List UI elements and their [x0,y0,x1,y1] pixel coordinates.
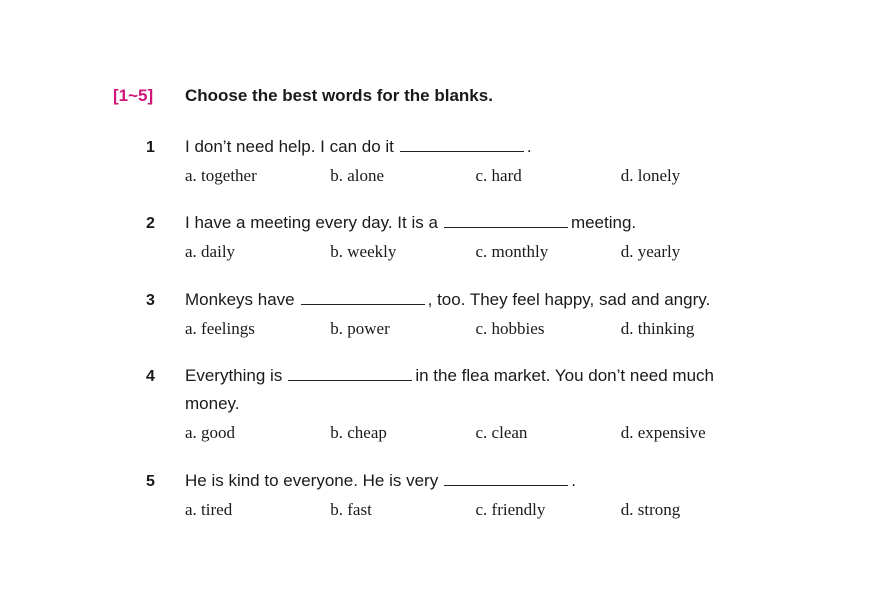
question-row [146,362,766,418]
answer-blank [288,366,412,381]
instruction-text: Choose the best words for the blanks. [185,86,493,105]
question-row [146,286,766,314]
question-3 [146,286,766,339]
question-text-before: He is kind to everyone. He is very [185,471,439,490]
question-text-before: Everything is [185,366,283,385]
question-5 [146,467,766,520]
question-text [185,362,760,418]
question-text-before: I don’t need help. I can do it [185,137,394,156]
question-text-after: . [571,471,576,490]
question-number: 2 [146,215,155,232]
option-d: d. strong [620,500,681,519]
question-text-after: meeting. [570,213,637,232]
option-c: c. clean [475,423,528,442]
instruction-header [113,86,493,106]
option-c: c. hard [475,166,522,185]
question-text-after: . [526,137,532,156]
option-a: a. good [185,423,236,442]
option-d: d. expensive [620,423,706,442]
question-row [146,133,766,161]
option-b: b. cheap [330,423,387,442]
question-text [185,286,760,314]
question-1 [146,133,766,186]
option-d: d. yearly [620,242,681,261]
option-a: a. together [185,166,257,185]
answer-options [185,319,766,339]
question-range: [1~5] [113,86,154,105]
question-text [185,133,760,161]
question-2 [146,209,766,262]
option-d: d. lonely [620,166,681,185]
option-b: b. weekly [330,242,397,261]
option-d: d. thinking [620,319,695,338]
answer-options [185,242,766,262]
option-c: c. hobbies [475,319,545,338]
question-text-after: in the flea market. You don’t need much money. [185,366,714,413]
answer-blank [444,471,568,486]
answer-blank [400,137,524,152]
answer-options [185,166,766,186]
answer-blank [444,213,568,228]
question-number: 4 [146,368,155,385]
answer-options [185,500,766,520]
answer-options [185,423,766,443]
answer-blank [301,290,425,305]
question-text [185,467,760,495]
option-a: a. daily [185,242,236,261]
option-c: c. monthly [475,242,549,261]
question-number: 3 [146,292,155,309]
option-c: c. friendly [475,500,546,519]
question-text-before: I have a meeting every day. It is a [185,213,438,232]
question-text [185,209,760,237]
option-a: a. feelings [185,319,255,338]
question-row [146,467,766,495]
option-b: b. fast [330,500,372,519]
question-4 [146,362,766,443]
question-text-before: Monkeys have [185,290,295,309]
question-number: 5 [146,473,155,490]
question-text-after: , too. They feel happy, sad and angry. [427,290,711,309]
option-b: b. alone [330,166,385,185]
option-a: a. tired [185,500,233,519]
question-number: 1 [146,139,155,156]
question-row [146,209,766,237]
option-b: b. power [330,319,390,338]
